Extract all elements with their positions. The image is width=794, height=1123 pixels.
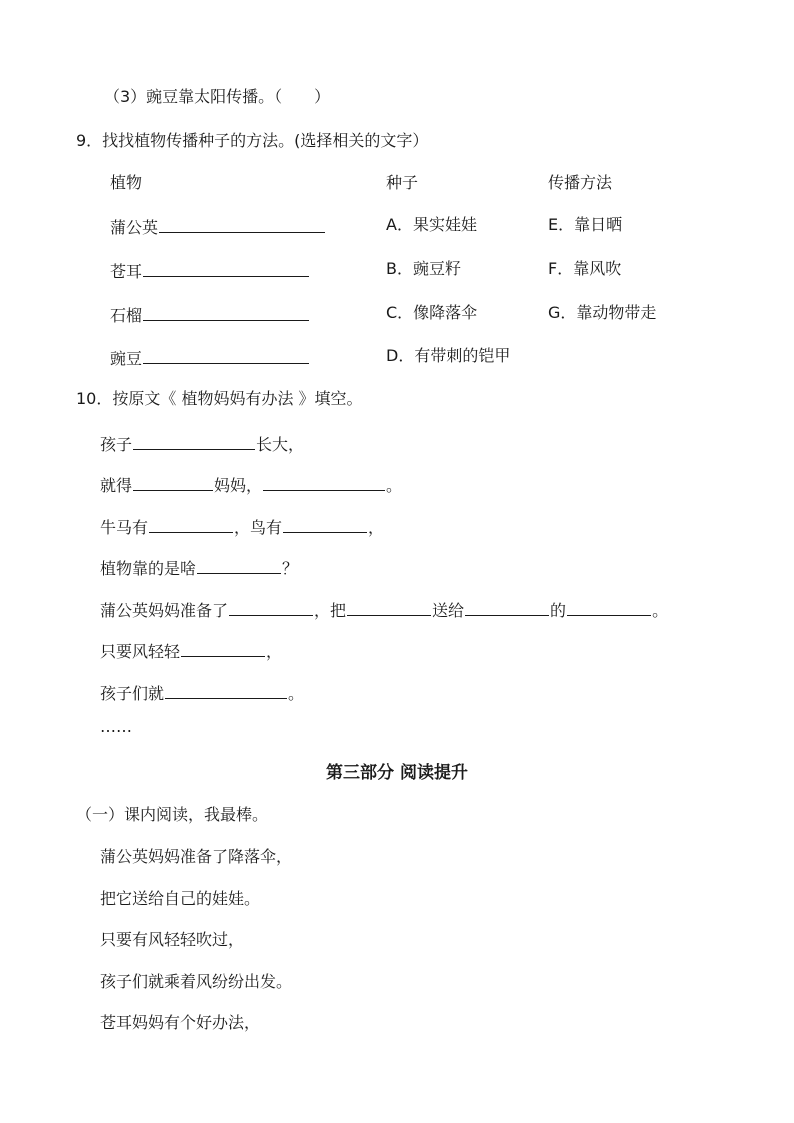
- q10-text: 就得: [100, 476, 133, 495]
- passage-line: 蒲公英妈妈准备了降落伞，: [100, 847, 293, 866]
- q10-text: 。: [386, 476, 403, 495]
- q10-text: 孩子们就: [100, 684, 165, 703]
- q10-text: 妈妈，: [214, 476, 263, 495]
- answer-blank[interactable]: [567, 597, 651, 616]
- q10-text: 牛马有: [100, 518, 149, 537]
- q9-header-method: 传播方法: [548, 173, 613, 192]
- q10-line-6: [100, 638, 282, 663]
- q10-text: 。: [288, 684, 305, 703]
- answer-blank[interactable]: [181, 638, 265, 657]
- answer-blank[interactable]: [465, 597, 549, 616]
- q9-plant-row: [110, 345, 310, 370]
- part3-subheading: （一）课内阅读，我最棒。: [76, 805, 269, 824]
- q9-plant-label: 蒲公英: [110, 218, 159, 237]
- q9-seed-option-b: B．豌豆籽: [386, 259, 461, 278]
- q10-line-5: [100, 597, 668, 622]
- answer-blank[interactable]: [283, 514, 367, 533]
- q10-ellipsis: ……: [100, 717, 132, 736]
- q10-text: 。: [652, 601, 669, 620]
- q10-text: 长大，: [256, 435, 305, 454]
- answer-blank[interactable]: [149, 514, 233, 533]
- q10-line-3: [100, 514, 384, 539]
- q10-text: 只要风轻轻: [100, 642, 181, 661]
- q9-seed-option-c: C．像降落伞: [386, 303, 478, 322]
- q10-line-1: [100, 431, 304, 456]
- passage-line: 孩子们就乘着风纷纷出发。: [100, 972, 293, 991]
- q10-line-7: [100, 680, 304, 705]
- answer-blank[interactable]: [143, 302, 309, 321]
- answer-blank[interactable]: [143, 345, 309, 364]
- answer-blank[interactable]: [263, 472, 385, 491]
- passage-line: 苍耳妈妈有个好办法，: [100, 1013, 261, 1032]
- q10-text: 蒲公英妈妈准备了: [100, 601, 229, 620]
- q9-plant-row: [110, 302, 310, 327]
- q9-plant-label: 石榴: [110, 306, 143, 325]
- q9-method-option-e: E．靠日晒: [548, 215, 623, 234]
- q8-item-3: （3）豌豆靠太阳传播。（ ）: [104, 87, 331, 106]
- q10-title: 10．按原文《 植物妈妈有办法 》填空。: [76, 389, 363, 408]
- answer-blank[interactable]: [143, 258, 309, 277]
- q9-plant-label: 苍耳: [110, 262, 143, 281]
- answer-blank[interactable]: [165, 680, 287, 699]
- q9-method-option-f: F．靠风吹: [548, 259, 622, 278]
- answer-blank[interactable]: [133, 472, 213, 491]
- q9-plant-row: [110, 258, 310, 283]
- q9-header-plant: 植物: [110, 173, 143, 192]
- q10-text: 送给: [432, 601, 465, 620]
- q10-line-2: [100, 472, 402, 497]
- q9-title: 9．找找植物传播种子的方法。(选择相关的文字）: [76, 131, 429, 150]
- q10-text: ，鸟有: [234, 518, 283, 537]
- q10-text: ，把: [314, 601, 347, 620]
- q9-plant-row: [110, 214, 326, 239]
- answer-blank[interactable]: [133, 431, 255, 450]
- q9-seed-option-d: D．有带刺的铠甲: [386, 346, 511, 365]
- passage-line: 把它送给自己的娃娃。: [100, 889, 261, 908]
- q10-text: ，: [266, 642, 283, 661]
- passage-line: 只要有风轻轻吹过，: [100, 930, 245, 949]
- q10-text: 的: [550, 601, 567, 620]
- q10-text: 植物靠的是啥: [100, 559, 197, 578]
- answer-blank[interactable]: [229, 597, 313, 616]
- q9-header-seed: 种子: [386, 173, 419, 192]
- q10-text: ，: [368, 518, 385, 537]
- answer-blank[interactable]: [159, 214, 325, 233]
- q10-text: 孩子: [100, 435, 133, 454]
- q9-method-option-g: G．靠动物带走: [548, 303, 657, 322]
- answer-blank[interactable]: [197, 555, 281, 574]
- part3-heading: 第三部分 阅读提升: [326, 763, 468, 783]
- q10-line-4: [100, 555, 298, 580]
- answer-blank[interactable]: [347, 597, 431, 616]
- q9-plant-label: 豌豆: [110, 349, 143, 368]
- q9-seed-option-a: A．果实娃娃: [386, 215, 477, 234]
- q10-text: ？: [282, 559, 299, 578]
